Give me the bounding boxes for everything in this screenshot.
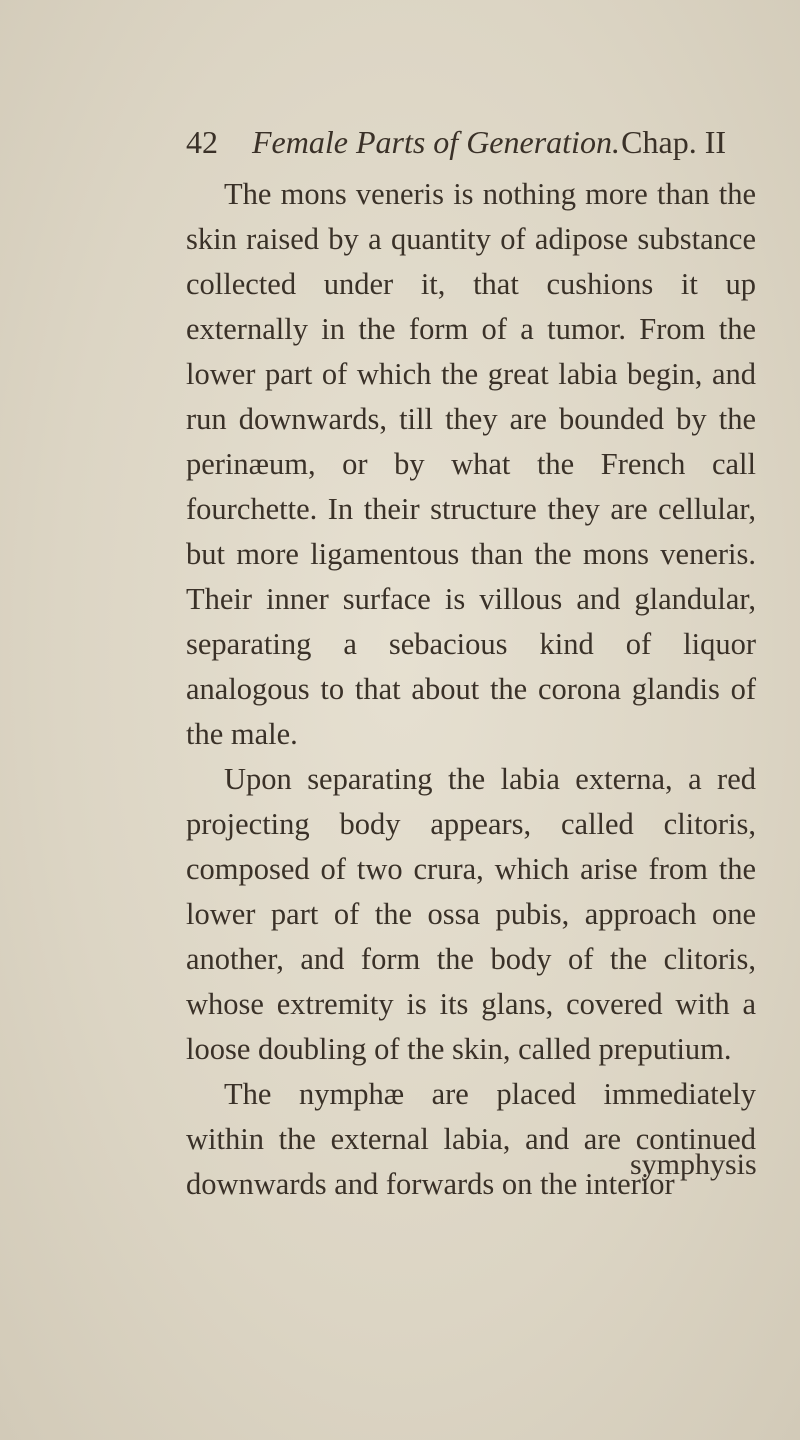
body-text xyxy=(186,172,756,1207)
running-title: Female Parts of Generation. xyxy=(252,124,620,160)
paragraph-mons-veneris: The mons veneris is nothing more than the skin raised by a quantity of adipose substance collected under it, that cushions it up externally in the form of a tumor. From the lower part of which the great labia begin, and run downwards, till they are bounded by the perinæum, or by what the French call fourchette. In their structure they are cellular, but more ligamentous than the mons veneris. Their inner surface is villous and glandular, separating a sebacious kind of liquor analogous to that about the corona glandis of the male. xyxy=(186,177,756,751)
paragraph-nymphae: The nymphæ are placed immediately within the external labia, and are continued downwards and forwards on the interior xyxy=(186,1077,756,1201)
running-header xyxy=(186,124,726,161)
catchword: symphysis xyxy=(630,1148,757,1181)
paragraph-clitoris: Upon separating the labia externa, a red projecting body appears, called clitoris, composed of two crura, which arise from the lower part of the ossa pubis, approach one another, and form the body of the clitoris, whose extremity is its glans, covered with a loose doubling of the skin, called preputium. xyxy=(186,762,756,1066)
chapter-label: Chap. II xyxy=(621,124,726,160)
page-number: 42 xyxy=(186,124,218,160)
